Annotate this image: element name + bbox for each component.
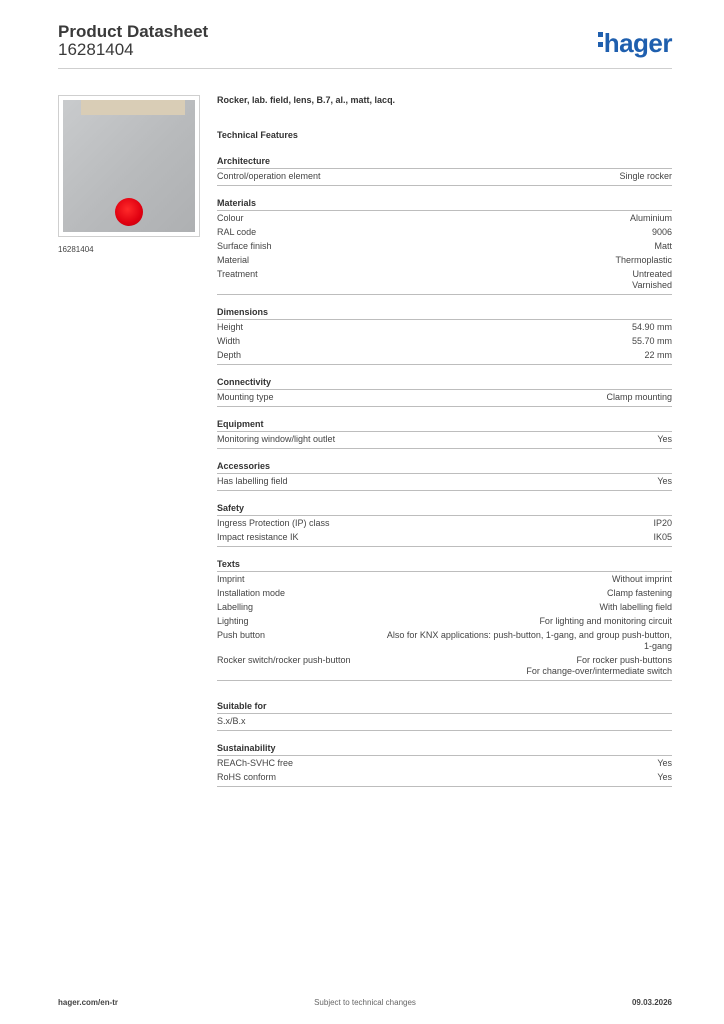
feature-value	[632, 269, 672, 291]
feature-label: Has labelling field	[217, 476, 288, 486]
feature-label: Mounting type	[217, 392, 274, 402]
feature-value-line: For change-over/intermediate switch	[526, 666, 672, 676]
feature-label: Depth	[217, 350, 242, 360]
red-lens-icon	[115, 198, 143, 226]
feature-row	[217, 714, 672, 728]
feature-value-line: 55.70 mm	[631, 336, 672, 346]
feature-label: Treatment	[217, 269, 258, 279]
feature-label: S.x/B.x	[217, 716, 246, 726]
feature-value-line: Yes	[657, 758, 672, 768]
feature-label: Height	[217, 322, 244, 332]
feature-row	[217, 169, 672, 183]
feature-value	[644, 350, 672, 361]
feature-label: Lighting	[217, 616, 249, 626]
feature-value	[619, 171, 672, 182]
feature-row	[217, 586, 672, 600]
footer-website[interactable]: hager.com/en-tr	[58, 998, 119, 1007]
feature-row	[217, 348, 672, 362]
feature-value-line: Aluminium	[629, 213, 672, 223]
feature-label: Impact resistance IK	[217, 532, 299, 542]
section-title: Architecture	[217, 156, 672, 169]
feature-row	[217, 432, 672, 446]
feature-label: Installation mode	[217, 588, 286, 598]
feature-label: Imprint	[217, 574, 245, 584]
feature-row	[217, 516, 672, 530]
section-equipment	[217, 419, 672, 449]
feature-value-line: Untreated	[632, 269, 672, 279]
footer-date: 09.03.2026	[631, 998, 672, 1007]
feature-value-line: Matt	[654, 241, 672, 251]
footer-notice: Subject to technical changes	[314, 998, 416, 1007]
feature-label: Labelling	[217, 602, 254, 612]
feature-value	[657, 758, 672, 769]
section-divider	[217, 729, 672, 731]
feature-value	[612, 574, 672, 585]
feature-label: RAL code	[217, 227, 257, 237]
section-title: Accessories	[217, 461, 672, 474]
feature-value-line: Yes	[657, 772, 672, 782]
technical-features-heading: Technical Features	[217, 130, 298, 140]
section-divider	[217, 363, 672, 365]
feature-value	[630, 213, 672, 224]
section-connectivity	[217, 377, 672, 407]
feature-value-line: IP20	[653, 518, 672, 528]
feature-value	[657, 772, 672, 783]
feature-row	[217, 530, 672, 544]
feature-row	[217, 320, 672, 334]
feature-row	[217, 756, 672, 770]
feature-value-line: Varnished	[632, 280, 672, 290]
section-divider	[217, 545, 672, 547]
feature-row	[217, 239, 672, 253]
section-divider	[217, 447, 672, 449]
feature-sections	[217, 156, 672, 787]
section-divider	[217, 785, 672, 787]
feature-value-line: With labelling field	[599, 602, 672, 612]
feature-label: Rocker switch/rocker push-button	[217, 655, 351, 665]
feature-value	[539, 616, 672, 627]
feature-value-line: Single rocker	[619, 171, 672, 181]
feature-value-line: 22 mm	[644, 350, 672, 360]
feature-row	[217, 225, 672, 239]
labelling-field	[81, 100, 185, 115]
feature-value	[654, 241, 672, 252]
feature-label: REACh-SVHC free	[217, 758, 294, 768]
section-texts	[217, 559, 672, 681]
feature-value	[657, 434, 672, 445]
section-suitable-for	[217, 701, 672, 731]
feature-row	[217, 614, 672, 628]
section-title: Equipment	[217, 419, 672, 432]
section-sustainability	[217, 743, 672, 787]
feature-value	[653, 532, 672, 543]
rocker-plate	[63, 100, 195, 232]
section-title: Connectivity	[217, 377, 672, 390]
feature-row	[217, 572, 672, 586]
feature-value	[657, 476, 672, 487]
section-title: Suitable for	[217, 701, 672, 714]
section-title: Sustainability	[217, 743, 672, 756]
feature-value-line: Thermoplastic	[615, 255, 672, 265]
section-divider	[217, 679, 672, 681]
logo-text: hager	[603, 28, 672, 58]
feature-value	[615, 255, 672, 266]
feature-value	[632, 322, 672, 333]
feature-row	[217, 267, 672, 292]
section-title: Materials	[217, 198, 672, 211]
section-dimensions	[217, 307, 672, 365]
feature-value	[387, 630, 672, 652]
feature-value-line: Clamp mounting	[606, 392, 672, 402]
feature-label: Monitoring window/light outlet	[217, 434, 336, 444]
image-caption: 16281404	[58, 245, 94, 254]
section-materials	[217, 198, 672, 295]
feature-label: Material	[217, 255, 250, 265]
feature-value	[526, 655, 672, 677]
section-title: Texts	[217, 559, 672, 572]
feature-value-line: Also for KNX applications: push-button, 1-gang, and group push-button,	[386, 630, 672, 640]
feature-row	[217, 628, 672, 653]
feature-label: Push button	[217, 630, 266, 640]
feature-row	[217, 653, 672, 678]
section-title: Dimensions	[217, 307, 672, 320]
feature-label: Control/operation element	[217, 171, 321, 181]
product-description: Rocker, lab. field, lens, B.7, al., matt, lacq.	[217, 95, 396, 105]
section-safety	[217, 503, 672, 547]
feature-value-line: Yes	[657, 434, 672, 444]
page-header	[58, 22, 672, 68]
section-architecture	[217, 156, 672, 186]
hager-logo	[598, 28, 672, 59]
feature-value	[632, 336, 672, 347]
feature-label: Ingress Protection (IP) class	[217, 518, 330, 528]
feature-value	[653, 518, 672, 529]
section-divider	[217, 184, 672, 186]
section-accessories	[217, 461, 672, 491]
feature-value-line: Yes	[657, 476, 672, 486]
feature-row	[217, 770, 672, 784]
feature-value-line: 9006	[651, 227, 672, 237]
feature-row	[217, 600, 672, 614]
feature-value	[607, 588, 672, 599]
feature-value-line: For rocker push-buttons	[576, 655, 672, 665]
feature-row	[217, 253, 672, 267]
feature-value-line: 54.90 mm	[631, 322, 672, 332]
feature-row	[217, 334, 672, 348]
section-divider	[217, 405, 672, 407]
feature-row	[217, 211, 672, 225]
logo-colon-icon	[598, 32, 604, 52]
feature-label: Colour	[217, 213, 244, 223]
feature-value-line: 1-gang	[643, 641, 672, 651]
feature-label: RoHS conform	[217, 772, 277, 782]
feature-row	[217, 390, 672, 404]
feature-value	[606, 392, 672, 403]
feature-value	[652, 227, 672, 238]
section-divider	[217, 489, 672, 491]
feature-value	[599, 602, 672, 613]
section-divider	[217, 293, 672, 295]
feature-value-line: Clamp fastening	[606, 588, 672, 598]
product-image	[58, 95, 200, 237]
feature-row	[217, 474, 672, 488]
feature-label: Width	[217, 336, 241, 346]
feature-value-line: IK05	[653, 532, 672, 542]
section-title: Safety	[217, 503, 672, 516]
product-number: 16281404	[58, 40, 134, 59]
document-title: Product Datasheet	[58, 22, 209, 41]
feature-label: Surface finish	[217, 241, 272, 251]
header-divider	[58, 68, 672, 69]
feature-value-line: Without imprint	[611, 574, 672, 584]
feature-value-line: For lighting and monitoring circuit	[539, 616, 672, 626]
datasheet-content	[217, 95, 672, 787]
